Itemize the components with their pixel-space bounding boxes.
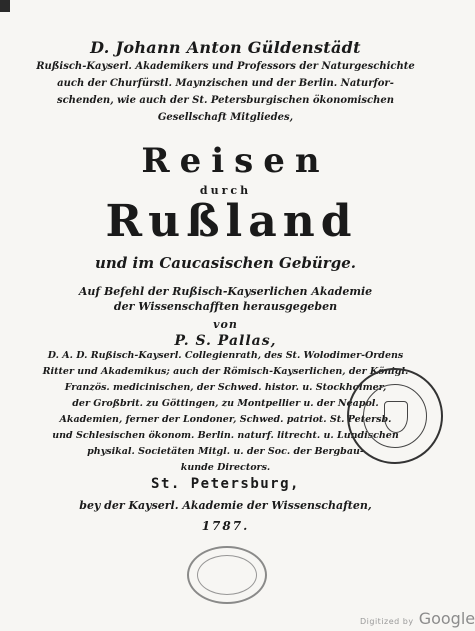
title-reisen: Reisen: [141, 141, 330, 181]
von-label: von: [213, 318, 238, 331]
editor-title-line-8: kunde Directors.: [180, 462, 271, 473]
editor-name: P. S. Pallas,: [174, 333, 277, 349]
stamp-inner-ring: [363, 384, 427, 448]
publisher: bey der Kayserl. Akademie der Wissenschaften,: [79, 499, 372, 512]
oval-stamp-inner-ring: [197, 555, 257, 595]
commission-line-1: Auf Befehl der Rußisch-Kayserlichen Akademie: [78, 285, 373, 298]
publication-place: St. Petersburg,: [151, 476, 300, 492]
library-stamp-icon: [347, 368, 443, 464]
editor-title-line-2: Ritter und Akademikus; auch der Römisch-Kayserlichen, der Königl.: [42, 366, 409, 377]
commission-line-2: der Wissenschafften herausgegeben: [113, 300, 338, 313]
stamp-emblem-icon: [384, 401, 408, 433]
author-title-line-2: auch der Churfürstl. Maynzischen und der Berlin. Naturfor-: [57, 78, 394, 89]
title-russland: Rußland: [105, 196, 358, 247]
publication-year: 1787.: [201, 519, 250, 533]
watermark-brand: Google: [418, 609, 475, 628]
subtitle: und im Caucasischen Gebürge.: [95, 254, 356, 272]
title-durch: durch: [199, 184, 252, 197]
editor-title-line-3: Französ. medicinischen, der Schwed. histor. u. Stockholmer,: [64, 382, 387, 393]
editor-title-line-7: physikal. Societäten Mitgl. u. der Soc. der Bergbau-: [87, 446, 364, 457]
author-title-line-1: Rußisch-Kayserl. Akademikers und Professors der Naturgeschichte: [36, 61, 415, 72]
editor-title-line-6: und Schlesischen ökonom. Berlin. naturf. litrecht. u. Lundischen: [52, 430, 399, 441]
watermark-prefix: Digitized by: [360, 617, 414, 626]
editor-title-line-1: D. A. D. Rußisch-Kayserl. Collegienrath, des St. Wolodimer-Ordens: [47, 350, 404, 361]
scan-corner-artifact: [0, 0, 10, 12]
editor-title-line-4: der Großbrit. zu Göttingen, zu Montpellier u. der Neapol.: [72, 398, 379, 409]
oval-stamp-icon: [187, 546, 267, 604]
author-title-line-3: schenden, wie auch der St. Petersburgischen ökonomischen: [56, 95, 395, 106]
editor-title-line-5: Akademien, ferner der Londoner, Schwed. patriot. St. Petersb.: [59, 414, 392, 425]
author-title-line-4: Gesellschaft Mitgliedes,: [157, 112, 294, 123]
digitized-watermark: [360, 609, 475, 628]
author-name: D. Johann Anton Güldenstädt: [90, 38, 361, 57]
